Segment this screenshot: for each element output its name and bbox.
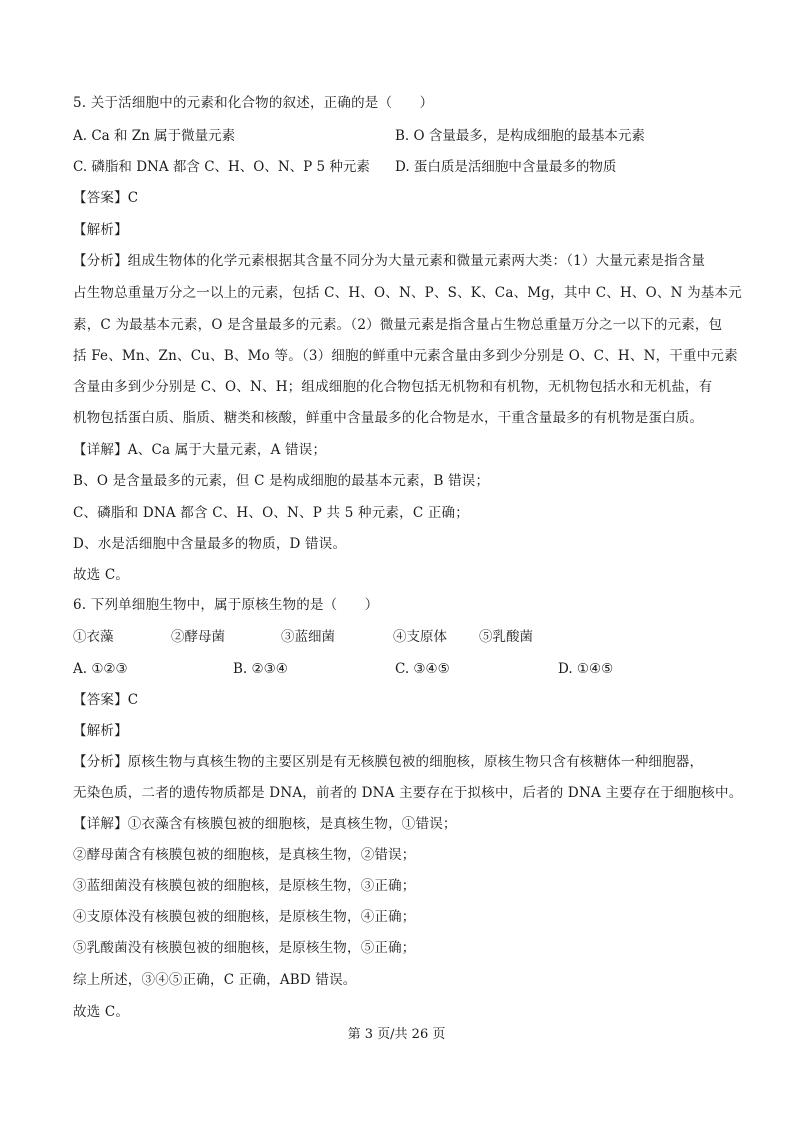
q5-answer: 【答案】C [73, 190, 139, 206]
q6-detail-line: ④支原体没有核膜包被的细胞核，是原核生物，④正确； [73, 909, 416, 925]
q6-item: ③蓝细菌 [281, 629, 335, 645]
q6-summary: 综上所述，③④⑤正确，C 正确，ABD 错误。 [73, 972, 357, 988]
q6-option-b: B. ②③④ [233, 661, 288, 677]
q5-option-d: D. 蛋白质是活细胞中含量最多的物质 [395, 159, 617, 175]
q5-analysis-line: 含量由多到少分别是 C、O、N、H；组成细胞的化合物包括无机物和有机物，无机物包括水和无机盐，有 [73, 379, 713, 395]
q6-analysis-line: 【分析】原核生物与真核生物的主要区别是有无核膜包被的细胞核，原核生物只含有核糖体一种细胞器， [73, 754, 704, 770]
q5-analysis-line: 括 Fe、Mn、Zn、Cu、B、Mo 等。（3）细胞的鲜重中元素含量由多到少分别是 O、C、H、N，干重中元素 [73, 348, 738, 364]
q5-analysis-line: 【分析】组成生物体的化学元素根据其含量不同分为大量元素和微量元素两大类：（1）大量元素是指含量 [73, 253, 706, 269]
q6-stem: 6. 下列单细胞生物中，属于原核生物的是（ ） [73, 597, 379, 613]
q5-detail-line: B、O 是含量最多的元素，但 C 是构成细胞的最基本元素，B 错误； [73, 473, 490, 489]
q6-option-c: C. ③④⑤ [395, 661, 450, 677]
page-number-footer: 第 3 页/共 26 页 [347, 1027, 446, 1042]
q6-analysis-line: 无染色质，二者的遗传物质都是 DNA，前者的 DNA 主要存在于拟核中，后者的 DNA 主要存在于细胞核中。 [73, 785, 743, 801]
q5-detail-line: D、水是活细胞中含量最多的物质，D 错误。 [73, 536, 347, 552]
q6-item: ④支原体 [393, 629, 447, 645]
q6-conclusion: 故选 C。 [73, 1004, 130, 1020]
q6-analysis-label: 【解析】 [73, 723, 128, 739]
q6-detail-line: ②酵母菌含有核膜包被的细胞核，是真核生物，②错误； [73, 847, 416, 863]
q5-detail-line: 【详解】A、Ca 属于大量元素，A 错误； [73, 442, 327, 458]
q6-item: ②酵母菌 [171, 629, 225, 645]
q5-analysis-line: 机物包括蛋白质、脂质、糖类和核酸，鲜重中含量最多的化合物是水，干重含量最多的有机物是蛋白质。 [73, 410, 704, 426]
q5-option-c: C. 磷脂和 DNA 都含 C、H、O、N、P 5 种元素 [73, 159, 370, 175]
q5-option-a: A. Ca 和 Zn 属于微量元素 [73, 128, 236, 144]
q6-answer: 【答案】C [73, 692, 139, 708]
q6-item: ⑤乳酸菌 [479, 629, 533, 645]
q6-detail-line: ⑤乳酸菌没有核膜包被的细胞核，是原核生物，⑤正确； [73, 940, 416, 956]
q5-analysis-label: 【解析】 [73, 222, 128, 238]
q6-detail-line: 【详解】①衣藻含有核膜包被的细胞核，是真核生物，①错误； [73, 816, 457, 832]
q6-option-a: A. ①②③ [73, 661, 128, 677]
q5-conclusion: 故选 C。 [73, 567, 130, 583]
q5-option-b: B. O 含量最多，是构成细胞的最基本元素 [395, 128, 645, 144]
q6-item: ①衣藻 [73, 629, 114, 645]
q5-analysis-line: 素，C 为最基本元素，O 是含量最多的元素。（2）微量元素是指含量占生物总重量万分之一以下的元素，包 [73, 317, 723, 333]
q6-option-d: D. ①④⑤ [558, 661, 614, 677]
q5-detail-line: C、磷脂和 DNA 都含 C、H、O、N、P 共 5 种元素，C 正确； [73, 505, 469, 521]
q5-stem: 5. 关于活细胞中的元素和化合物的叙述，正确的是（ ） [73, 95, 434, 111]
q5-analysis-line: 占生物总重量万分之一以上的元素，包括 C、H、O、N、P、S、K、Ca、Mg，其中 C、H、O、N 为基本元 [73, 285, 742, 301]
q6-detail-line: ③蓝细菌没有核膜包被的细胞核，是原核生物，③正确； [73, 878, 416, 894]
